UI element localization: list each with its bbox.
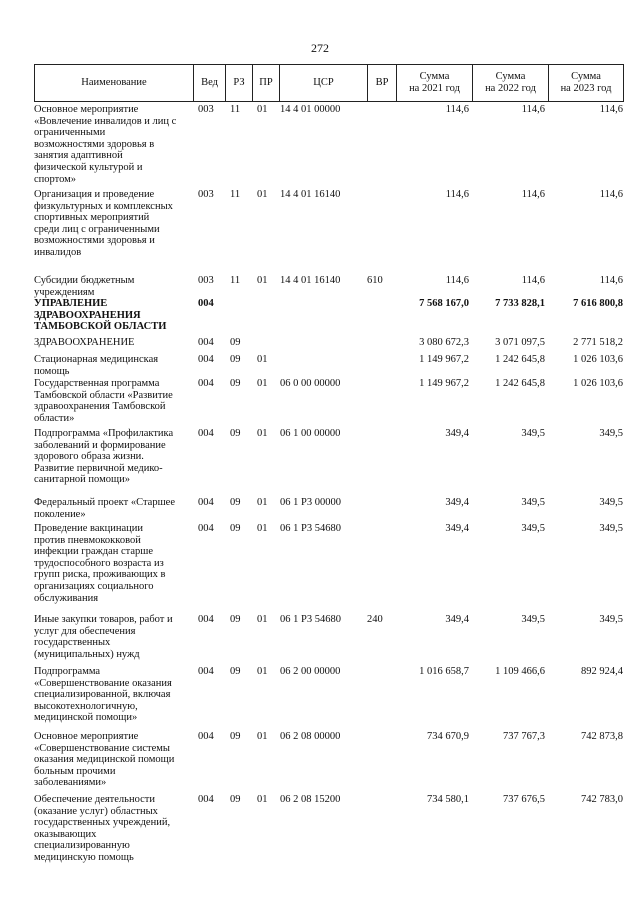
row-sum-2021: 349,4: [445, 497, 469, 508]
row-sum-2021: 349,4: [445, 614, 469, 625]
row-name: Основное мероприятие «Совершенствование системы оказания медицинской помощи больным прочими заболеваниями»: [34, 731, 175, 789]
row-sum-2022: 114,6: [521, 275, 545, 286]
row-rz: 11: [230, 189, 241, 200]
row-name: Федеральный проект «Старшее поколение»: [34, 497, 176, 520]
row-rz: 11: [230, 275, 241, 286]
row-ved: 004: [198, 794, 214, 805]
header-csr: ЦСР: [279, 64, 368, 102]
row-csr: 06 1 P3 54680: [280, 523, 341, 534]
row-csr: 06 2 08 00000: [280, 731, 341, 742]
row-sum-2023: 349,5: [599, 428, 623, 439]
row-ved: 003: [198, 104, 214, 115]
row-pr: 01: [257, 104, 268, 115]
row-sum-2022: 349,5: [521, 428, 545, 439]
row-ved: 004: [198, 337, 214, 348]
row-name: Проведение вакцинации против пневмококковой инфекции граждан старше трудоспособного возраста из групп риска, проживающих в организациях социального обслуживания: [34, 523, 166, 604]
header-sum-2021: Сумма на 2021 год: [396, 64, 473, 102]
row-name: Подпрограмма «Совершенствование оказания специализированной, включая высокотехнологичную, медицинской помощи»: [34, 666, 172, 724]
row-sum-2022: 349,5: [521, 614, 545, 625]
row-name: ЗДРАВООХРАНЕНИЕ: [34, 337, 135, 348]
row-csr: 06 0 00 00000: [280, 378, 341, 389]
row-rz: 09: [230, 794, 241, 805]
row-sum-2023: 114,6: [599, 275, 623, 286]
row-sum-2023: 1 026 103,6: [573, 354, 623, 365]
row-sum-2023: 742 783,0: [581, 794, 623, 805]
row-sum-2022: 1 109 466,6: [495, 666, 545, 677]
row-ved: 004: [198, 378, 214, 389]
header-vr: ВР: [367, 64, 397, 102]
row-rz: 09: [230, 428, 241, 439]
row-pr: 01: [257, 275, 268, 286]
row-pr: 01: [257, 731, 268, 742]
row-ved: 004: [198, 731, 214, 742]
row-sum-2021: 3 080 672,3: [419, 337, 469, 348]
row-sum-2021: 734 580,1: [427, 794, 469, 805]
row-name: Государственная программа Тамбовской области «Развитие здравоохранения Тамбовской области»: [34, 378, 173, 424]
row-sum-2021: 1 149 967,2: [419, 354, 469, 365]
header-pr: ПР: [252, 64, 280, 102]
row-rz: 09: [230, 337, 241, 348]
row-rz: 09: [230, 666, 241, 677]
row-sum-2022: 114,6: [521, 189, 545, 200]
row-ved: 004: [198, 666, 214, 677]
row-pr: 01: [257, 354, 268, 365]
row-rz: 09: [230, 614, 241, 625]
row-pr: 01: [257, 497, 268, 508]
header-rz: РЗ: [225, 64, 253, 102]
row-sum-2021: 734 670,9: [427, 731, 469, 742]
row-sum-2022: 737 676,5: [503, 794, 545, 805]
row-csr: 14 4 01 00000: [280, 104, 341, 115]
row-csr: 06 1 00 00000: [280, 428, 341, 439]
row-sum-2023: 7 616 800,8: [573, 298, 623, 309]
row-rz: 09: [230, 378, 241, 389]
row-csr: 14 4 01 16140: [280, 275, 341, 286]
row-sum-2022: 1 242 645,8: [495, 354, 545, 365]
row-sum-2023: 349,5: [599, 523, 623, 534]
row-csr: 06 1 P3 00000: [280, 497, 341, 508]
row-sum-2021: 349,4: [445, 523, 469, 534]
row-sum-2021: 7 568 167,0: [419, 298, 469, 309]
row-sum-2022: 737 767,3: [503, 731, 545, 742]
row-name: Обеспечение деятельности (оказание услуг) областных государственных учреждений, оказывающих специализированную медицинскую помощь: [34, 794, 171, 863]
row-sum-2021: 114,6: [445, 275, 469, 286]
row-csr: 06 2 08 15200: [280, 794, 341, 805]
row-sum-2022: 349,5: [521, 523, 545, 534]
row-pr: 01: [257, 523, 268, 534]
row-rz: 09: [230, 731, 241, 742]
row-sum-2023: 349,5: [599, 497, 623, 508]
row-sum-2023: 892 924,4: [581, 666, 623, 677]
header-sum-2022: Сумма на 2022 год: [472, 64, 549, 102]
row-ved: 004: [198, 614, 214, 625]
row-csr: 14 4 01 16140: [280, 189, 341, 200]
row-rz: 09: [230, 523, 241, 534]
row-pr: 01: [257, 428, 268, 439]
row-rz: 09: [230, 354, 241, 365]
row-rz: 09: [230, 497, 241, 508]
header-name: Наименование: [34, 64, 194, 102]
budget-table: [34, 64, 624, 863]
row-pr: 01: [257, 189, 268, 200]
row-sum-2022: 114,6: [521, 104, 545, 115]
row-sum-2023: 1 026 103,6: [573, 378, 623, 389]
row-ved: 003: [198, 275, 214, 286]
row-sum-2023: 742 873,8: [581, 731, 623, 742]
row-sum-2021: 114,6: [445, 104, 469, 115]
row-sum-2022: 3 071 097,5: [495, 337, 545, 348]
row-ved: 003: [198, 189, 214, 200]
row-sum-2022: 1 242 645,8: [495, 378, 545, 389]
row-name: Основное мероприятие «Вовлечение инвалидов и лиц с ограниченными возможностями здоровья в занятия адаптивной физической культурой и спортом»: [34, 104, 177, 185]
row-csr: 06 2 00 00000: [280, 666, 341, 677]
row-sum-2022: 7 733 828,1: [495, 298, 545, 309]
row-name: Иные закупки товаров, работ и услуг для обеспечения государственных (муниципальных) нужд: [34, 614, 173, 660]
page-number: 272: [311, 41, 329, 55]
row-pr: 01: [257, 614, 268, 625]
row-sum-2021: 1 149 967,2: [419, 378, 469, 389]
row-name: Подпрограмма «Профилактика заболеваний и формирование здорового образа жизни. Развитие первичной медико- санитарной помощи»: [34, 428, 174, 486]
row-sum-2023: 2 771 518,2: [573, 337, 623, 348]
row-pr: 01: [257, 794, 268, 805]
row-name: Организация и проведение физкультурных и комплексных спортивных мероприятий среди лиц с ограниченными возможностями здоровья и инвалидов: [34, 189, 173, 258]
row-ved: 004: [198, 428, 214, 439]
row-name: УПРАВЛЕНИЕ ЗДРАВООХРАНЕНИЯ ТАМБОВСКОЙ ОБЛАСТИ: [34, 298, 167, 333]
row-name: Стационарная медицинская помощь: [34, 354, 159, 377]
row-ved: 004: [198, 523, 214, 534]
row-ved: 004: [198, 497, 214, 508]
row-pr: 01: [257, 666, 268, 677]
row-rz: 11: [230, 104, 241, 115]
row-vr: 610: [367, 275, 383, 286]
row-ved: 004: [198, 298, 214, 309]
header-ved: Вед: [193, 64, 226, 102]
row-sum-2023: 114,6: [599, 104, 623, 115]
row-vr: 240: [367, 614, 383, 625]
row-csr: 06 1 P3 54680: [280, 614, 341, 625]
row-sum-2022: 349,5: [521, 497, 545, 508]
row-name: Субсидии бюджетным учреждениям: [34, 275, 135, 298]
row-sum-2023: 114,6: [599, 189, 623, 200]
row-sum-2023: 349,5: [599, 614, 623, 625]
header-sum-2023: Сумма на 2023 год: [548, 64, 624, 102]
row-ved: 004: [198, 354, 214, 365]
row-sum-2021: 114,6: [445, 189, 469, 200]
row-sum-2021: 1 016 658,7: [419, 666, 469, 677]
row-pr: 01: [257, 378, 268, 389]
table-header: [34, 64, 624, 102]
row-sum-2021: 349,4: [445, 428, 469, 439]
